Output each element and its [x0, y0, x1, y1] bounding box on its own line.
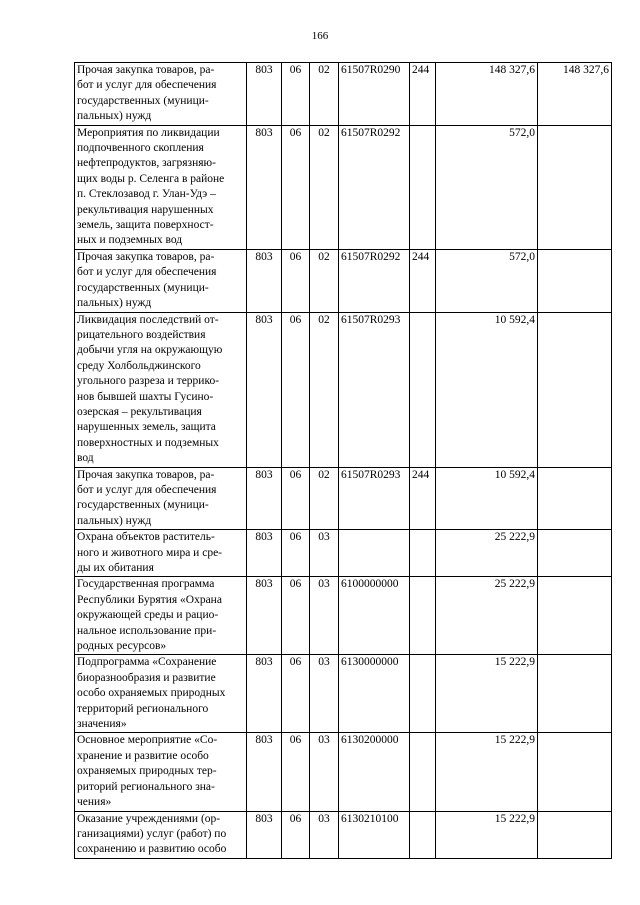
table-row	[75, 577, 612, 655]
cell-amount-2	[538, 577, 612, 655]
cell-section-code: 06	[282, 312, 310, 467]
cell-amount-1: 15 222,9	[436, 733, 538, 811]
description-line: Республики Бурятия «Охрана	[77, 593, 222, 606]
cell-section-code: 06	[282, 811, 310, 858]
description-line: пальных) нужд	[77, 297, 152, 310]
cell-ved-code: 803	[247, 63, 282, 126]
description-line: Подпрограмма «Сохранение	[77, 656, 217, 669]
description-line: Прочая закупка товаров, ра-	[77, 64, 215, 76]
description-line: подпочвенного скопления	[77, 142, 204, 155]
description-line: нарушенных земель, защита	[77, 421, 216, 434]
cell-description	[75, 577, 247, 655]
cell-description	[75, 125, 247, 249]
cell-amount-1: 15 222,9	[436, 811, 538, 858]
description-line: добычи угля на окружающую	[77, 344, 223, 357]
cell-target-article: 61507R0293	[339, 312, 410, 467]
table-row	[75, 811, 612, 858]
cell-target-article: 61507R0292	[339, 249, 410, 312]
description-line: рицательного воздействия	[77, 328, 206, 341]
cell-expense-type	[410, 733, 436, 811]
description-line: Мероприятия по ликвидации	[77, 126, 220, 139]
cell-section-code: 06	[282, 63, 310, 126]
table-row	[75, 530, 612, 577]
cell-amount-1: 572,0	[436, 249, 538, 312]
cell-ved-code: 803	[247, 467, 282, 530]
description-line: государственных (муници-	[77, 499, 209, 512]
description-line: п. Стеклозавод г. Улан-Удэ –	[77, 188, 216, 201]
cell-amount-1: 10 592,4	[436, 312, 538, 467]
cell-ved-code: 803	[247, 577, 282, 655]
cell-amount-2	[538, 655, 612, 733]
cell-section-code: 06	[282, 733, 310, 811]
cell-expense-type	[410, 655, 436, 733]
cell-description	[75, 467, 247, 530]
cell-target-article: 61507R0293	[339, 467, 410, 530]
description-line: нов бывшей шахты Гусино-	[77, 390, 214, 403]
cell-amount-2	[538, 733, 612, 811]
description-line: риторий регионального зна-	[77, 780, 215, 793]
description-line: Прочая закупка товаров, ра-	[77, 468, 215, 481]
cell-ved-code: 803	[247, 655, 282, 733]
cell-target-article: 6130210100	[339, 811, 410, 858]
description-line: бот и услуг для обеспечения	[77, 483, 217, 496]
description-line: особо охраняемых природных	[77, 687, 226, 700]
cell-amount-2	[538, 249, 612, 312]
cell-expense-type: 244	[410, 63, 436, 126]
cell-section-code: 06	[282, 125, 310, 249]
cell-subsection-code: 03	[310, 733, 339, 811]
cell-amount-2	[538, 811, 612, 858]
cell-target-article: 61507R0292	[339, 125, 410, 249]
cell-expense-type	[410, 811, 436, 858]
cell-subsection-code: 02	[310, 249, 339, 312]
description-line: бот и услуг для обеспечения	[77, 266, 217, 279]
cell-subsection-code: 02	[310, 467, 339, 530]
cell-ved-code: 803	[247, 530, 282, 577]
description-line: озерская – рекультивация	[77, 405, 202, 418]
description-line: биоразнообразия и развитие	[77, 671, 216, 684]
cell-amount-2	[538, 467, 612, 530]
description-line: нефтепродуктов, загрязняю-	[77, 157, 216, 170]
cell-ved-code: 803	[247, 249, 282, 312]
description-line: чения»	[77, 796, 112, 809]
description-line: щих воды р. Селенга в районе	[77, 172, 225, 185]
description-line: среду Холбольджинского	[77, 359, 201, 372]
description-line: хранение и развитие особо	[77, 749, 209, 762]
description-line: ганизациями) услуг (работ) по	[77, 827, 227, 840]
description-line: ного и животного мира и сре-	[77, 546, 223, 559]
cell-expense-type	[410, 530, 436, 577]
description-line: государственных (муници-	[77, 94, 209, 107]
cell-target-article: 6130200000	[339, 733, 410, 811]
description-line: ды их обитания	[77, 562, 154, 574]
description-line: Государственная программа	[77, 578, 215, 591]
cell-target-article: 61507R0290	[339, 63, 410, 126]
cell-description	[75, 63, 247, 126]
page-number: 166	[311, 30, 329, 42]
description-line: сохранению и развитию особо	[77, 843, 227, 856]
description-line: значения»	[77, 718, 127, 731]
description-line: родных ресурсов»	[77, 640, 167, 653]
cell-amount-2: 148 327,6	[538, 63, 612, 126]
description-line: Охрана объектов раститель-	[77, 531, 215, 544]
table-row	[75, 125, 612, 249]
description-line: угольного разреза и террико-	[77, 375, 220, 388]
table-row	[75, 467, 612, 530]
cell-amount-2	[538, 312, 612, 467]
cell-target-article: 6100000000	[339, 577, 410, 655]
cell-description	[75, 312, 247, 467]
cell-subsection-code: 02	[310, 63, 339, 126]
cell-subsection-code: 03	[310, 811, 339, 858]
table-row	[75, 733, 612, 811]
cell-amount-2	[538, 125, 612, 249]
cell-amount-2	[538, 530, 612, 577]
cell-section-code: 06	[282, 577, 310, 655]
cell-ved-code: 803	[247, 811, 282, 858]
cell-description	[75, 530, 247, 577]
description-line: территорий регионального	[77, 702, 209, 715]
budget-table	[74, 62, 612, 859]
table-row	[75, 312, 612, 467]
description-line: пальных) нужд	[77, 514, 152, 527]
cell-subsection-code: 02	[310, 125, 339, 249]
cell-ved-code: 803	[247, 312, 282, 467]
cell-expense-type: 244	[410, 467, 436, 530]
cell-subsection-code: 03	[310, 577, 339, 655]
cell-amount-1: 572,0	[436, 125, 538, 249]
description-line: пальных) нужд	[77, 110, 152, 123]
table-row	[75, 63, 612, 126]
cell-subsection-code: 02	[310, 312, 339, 467]
cell-amount-1: 148 327,6	[436, 63, 538, 126]
cell-ved-code: 803	[247, 733, 282, 811]
cell-section-code: 06	[282, 530, 310, 577]
cell-description	[75, 655, 247, 733]
cell-target-article: 6130000000	[339, 655, 410, 733]
description-line: Ликвидация последствий от-	[77, 313, 219, 326]
cell-ved-code: 803	[247, 125, 282, 249]
cell-amount-1: 25 222,9	[436, 530, 538, 577]
cell-subsection-code: 03	[310, 655, 339, 733]
description-line: государственных (муници-	[77, 281, 209, 294]
description-line: охраняемых природных тер-	[77, 765, 217, 778]
cell-expense-type	[410, 577, 436, 655]
description-line: Оказание учреждениями (ор-	[77, 812, 221, 825]
cell-amount-1: 10 592,4	[436, 467, 538, 530]
description-line: Прочая закупка товаров, ра-	[77, 250, 215, 263]
cell-section-code: 06	[282, 249, 310, 312]
description-line: вод	[77, 452, 94, 465]
description-line: окружающей среды и рацио-	[77, 609, 219, 622]
description-line: поверхностных и подземных	[77, 436, 219, 449]
cell-amount-1: 15 222,9	[436, 655, 538, 733]
cell-expense-type: 244	[410, 249, 436, 312]
budget-table-body	[75, 63, 612, 859]
table-row	[75, 655, 612, 733]
description-line: земель, защита поверхност-	[77, 219, 214, 232]
cell-amount-1: 25 222,9	[436, 577, 538, 655]
description-line: нальное использование при-	[77, 624, 217, 637]
description-line: ных и подземных вод	[77, 234, 183, 247]
description-line: Основное мероприятие «Со-	[77, 734, 218, 747]
table-row	[75, 249, 612, 312]
cell-description	[75, 733, 247, 811]
cell-subsection-code: 03	[310, 530, 339, 577]
cell-description	[75, 249, 247, 312]
cell-target-article	[339, 530, 410, 577]
cell-expense-type	[410, 125, 436, 249]
cell-description	[75, 811, 247, 858]
cell-section-code: 06	[282, 467, 310, 530]
description-line: рекультивация нарушенных	[77, 203, 214, 216]
cell-section-code: 06	[282, 655, 310, 733]
cell-expense-type	[410, 312, 436, 467]
description-line: бот и услуг для обеспечения	[77, 79, 217, 92]
